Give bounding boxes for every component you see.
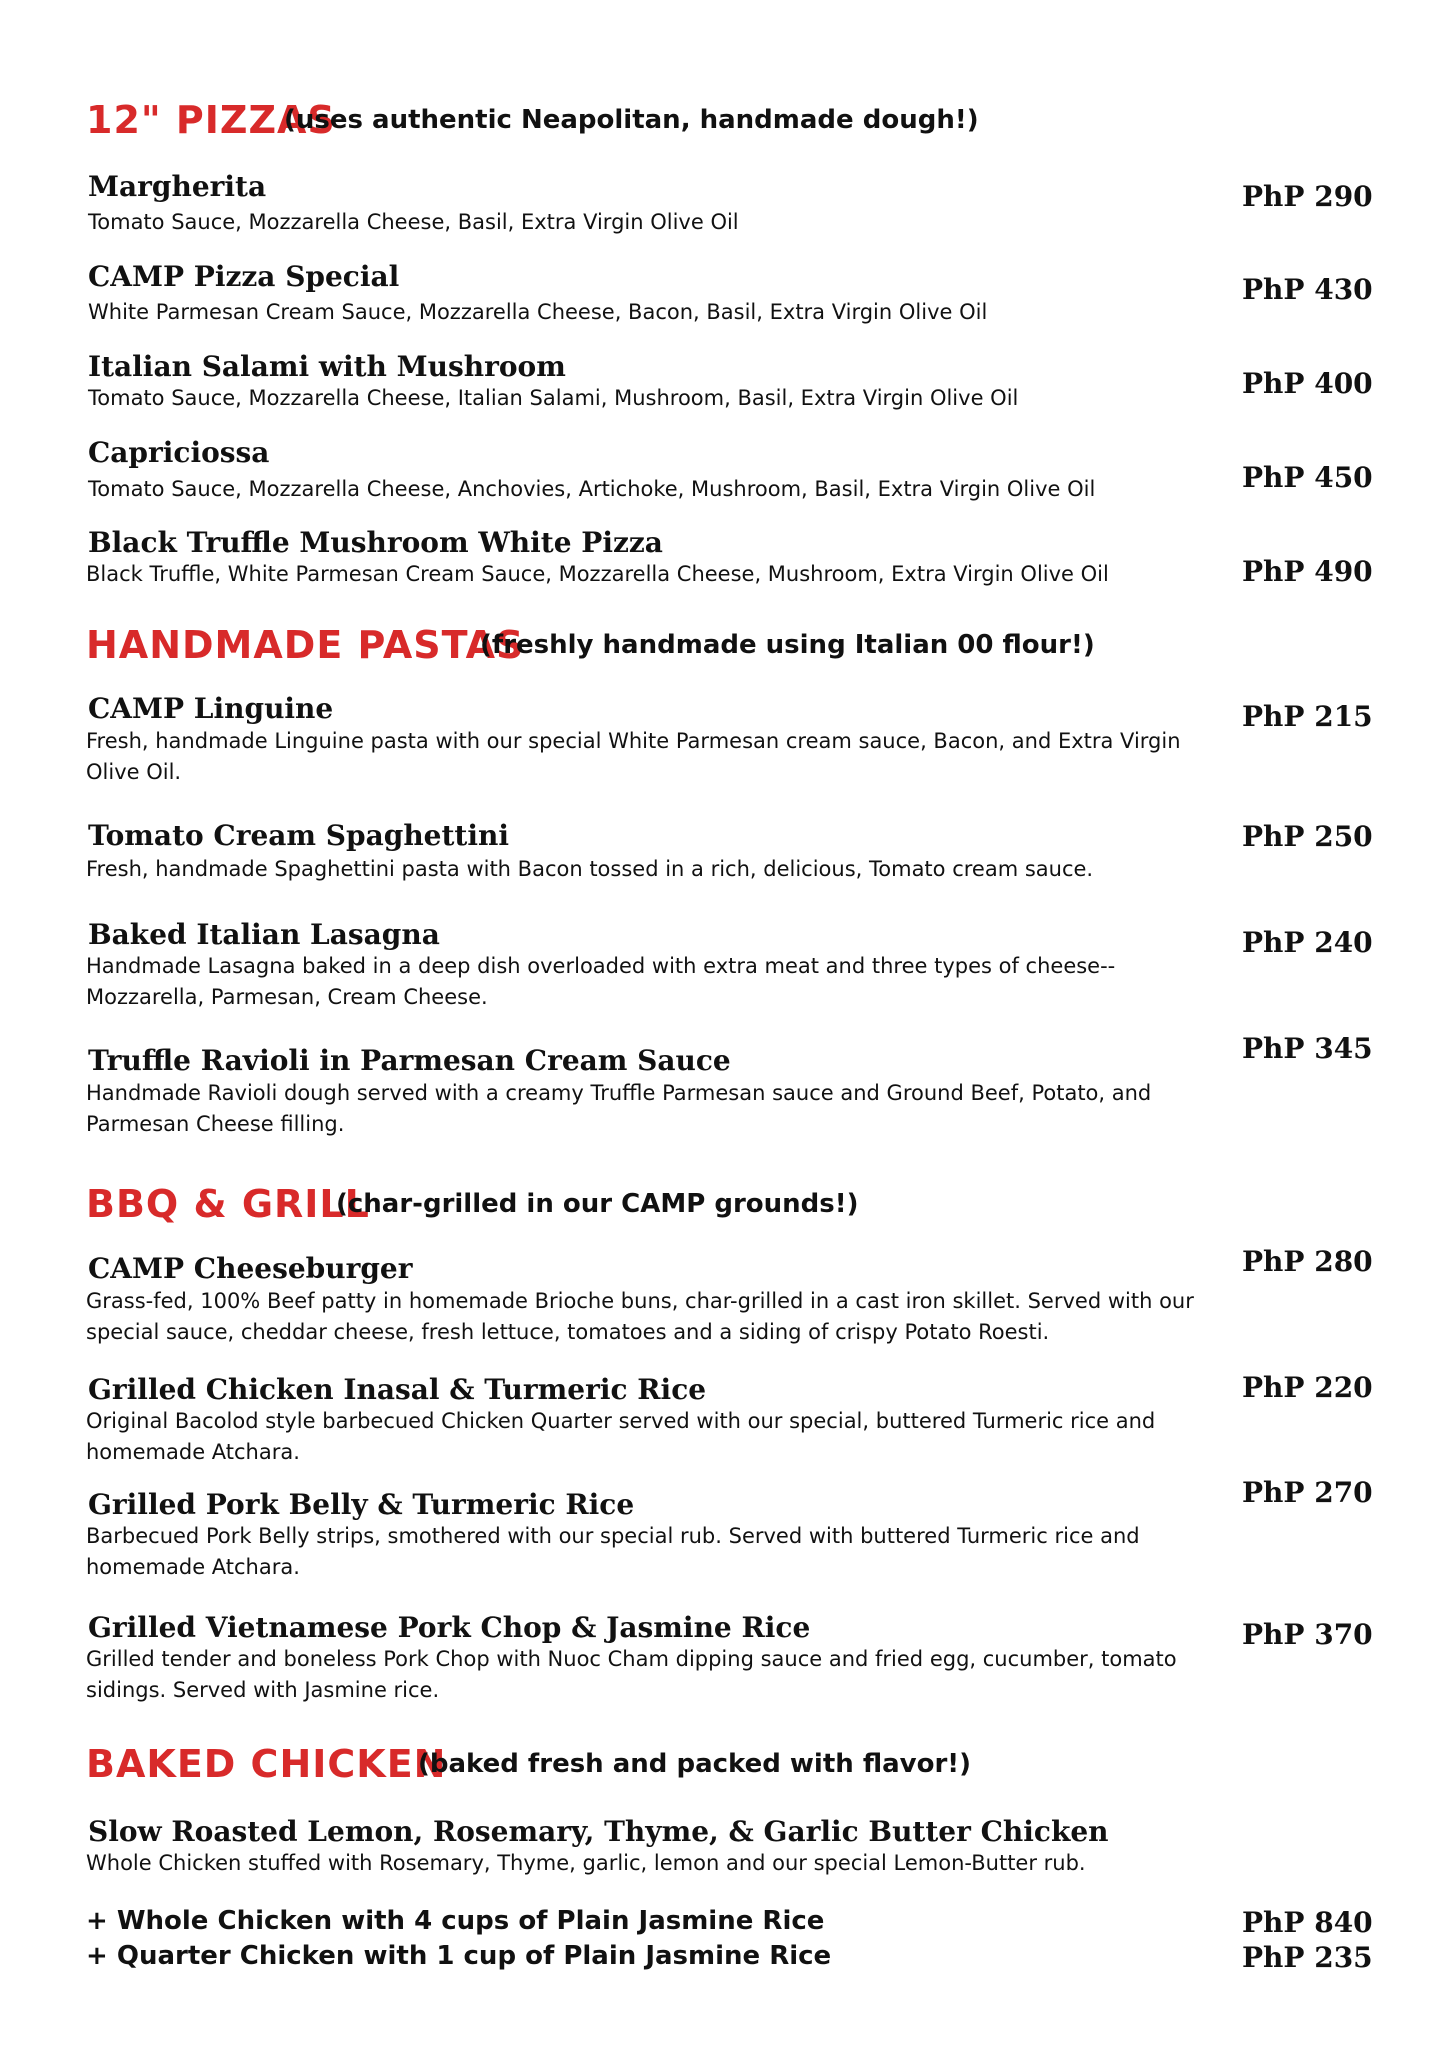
item-price: PhP 345 bbox=[1242, 1032, 1373, 1065]
item-desc: Tomato Sauce, Mozzarella Cheese, Italian Salami, Mushroom, Basil, Extra Virgin Olive Oil bbox=[88, 386, 1019, 410]
item-price: PhP 450 bbox=[1242, 461, 1373, 494]
item-desc: Barbecued Pork Belly strips, smothered with our special rub. Served with buttered Turmeric rice and homemade Atchara. bbox=[86, 1524, 1140, 1579]
item-desc: Grilled tender and boneless Pork Chop with Nuoc Cham dipping sauce and fried egg, cucumber, tomato sidings. Served with Jasmine rice. bbox=[86, 1647, 1177, 1702]
item-desc: Black Truffle, White Parmesan Cream Sauce, Mozzarella Cheese, Mushroom, Extra Virgin Olive Oil bbox=[86, 562, 1109, 586]
item-name: Grilled Vietnamese Pork Chop & Jasmine Rice bbox=[88, 1611, 811, 1644]
item-name: CAMP Cheeseburger bbox=[88, 1252, 413, 1285]
item-price: PhP 430 bbox=[1242, 273, 1373, 306]
item-desc: Tomato Sauce, Mozzarella Cheese, Anchovies, Artichoke, Mushroom, Basil, Extra Virgin Olive Oil bbox=[88, 477, 1096, 501]
option-label: + Quarter Chicken with 1 cup of Plain Jasmine Rice bbox=[86, 1941, 832, 1971]
item-name: Tomato Cream Spaghettini bbox=[88, 819, 509, 852]
section-note-pastas: (freshly handmade using Italian 00 flour!) bbox=[480, 630, 1095, 660]
section-title-baked-chicken: BAKED CHICKEN bbox=[86, 1742, 447, 1786]
section-title-pizzas: 12" PIZZAS bbox=[86, 98, 336, 142]
item-name: Slow Roasted Lemon, Rosemary, Thyme, & Garlic Butter Chicken bbox=[88, 1815, 1109, 1848]
item-name: Black Truffle Mushroom White Pizza bbox=[88, 526, 663, 559]
item-price: PhP 240 bbox=[1242, 926, 1373, 959]
item-price: PhP 280 bbox=[1242, 1245, 1373, 1278]
section-bbq-grill bbox=[0, 1160, 1448, 1720]
item-desc: Original Bacolod style barbecued Chicken Quarter served with our special, buttered Turmeric rice and homemade Atchara. bbox=[86, 1409, 1156, 1464]
item-name: Capriciossa bbox=[88, 436, 270, 469]
option-price: PhP 840 bbox=[1242, 1906, 1373, 1939]
item-name: Truffle Ravioli in Parmesan Cream Sauce bbox=[88, 1044, 731, 1077]
item-price: PhP 370 bbox=[1242, 1618, 1373, 1651]
section-title-bbq: BBQ & GRILL bbox=[86, 1182, 370, 1226]
item-price: PhP 250 bbox=[1242, 820, 1373, 853]
item-desc: Tomato Sauce, Mozzarella Cheese, Basil, Extra Virgin Olive Oil bbox=[88, 210, 739, 234]
item-price: PhP 290 bbox=[1242, 180, 1373, 213]
item-name: Grilled Pork Belly & Turmeric Rice bbox=[88, 1488, 635, 1521]
item-price: PhP 490 bbox=[1242, 555, 1373, 588]
item-price: PhP 215 bbox=[1242, 700, 1373, 733]
option-label: + Whole Chicken with 4 cups of Plain Jasmine Rice bbox=[86, 1906, 825, 1936]
item-price: PhP 220 bbox=[1242, 1371, 1373, 1404]
item-desc: Whole Chicken stuffed with Rosemary, Thyme, garlic, lemon and our special Lemon-Butter rub. bbox=[86, 1851, 1086, 1875]
option-price: PhP 235 bbox=[1242, 1941, 1373, 1974]
section-pastas bbox=[0, 600, 1448, 1160]
item-name: Italian Salami with Mushroom bbox=[88, 350, 566, 383]
section-note-pizzas: (uses authentic Neapolitan, handmade dough!) bbox=[284, 105, 979, 135]
item-price: PhP 270 bbox=[1242, 1476, 1373, 1509]
section-note-baked-chicken: (baked fresh and packed with flavor!) bbox=[418, 1749, 972, 1779]
section-pizzas bbox=[0, 0, 1448, 600]
section-baked-chicken bbox=[0, 1720, 1448, 2048]
item-name: CAMP Linguine bbox=[88, 692, 334, 725]
item-price: PhP 400 bbox=[1242, 367, 1373, 400]
item-desc: Fresh, handmade Spaghettini pasta with Bacon tossed in a rich, delicious, Tomato cream sauce. bbox=[86, 857, 1094, 881]
item-name: Baked Italian Lasagna bbox=[88, 918, 440, 951]
item-desc: Handmade Ravioli dough served with a creamy Truffle Parmesan sauce and Ground Beef, Potato, and Parmesan Cheese filling. bbox=[86, 1081, 1152, 1136]
item-desc: White Parmesan Cream Sauce, Mozzarella Cheese, Bacon, Basil, Extra Virgin Olive Oil bbox=[88, 300, 988, 324]
section-title-pastas: HANDMADE PASTAS bbox=[86, 623, 525, 667]
section-note-bbq: (char-grilled in our CAMP grounds!) bbox=[336, 1189, 859, 1219]
item-desc: Handmade Lasagna baked in a deep dish overloaded with extra meat and three types of cheese-- Mozzarella, Parmesan, Cream Cheese. bbox=[86, 954, 1116, 1009]
item-name: Margherita bbox=[88, 170, 267, 203]
item-name: Grilled Chicken Inasal & Turmeric Rice bbox=[88, 1373, 707, 1406]
item-desc: Grass-fed, 100% Beef patty in homemade Brioche buns, char-grilled in a cast iron skillet. Served with our special sauce, cheddar cheese, fresh lettuce, tomatoes and a siding of crispy Potato Roesti. bbox=[86, 1289, 1194, 1344]
item-desc: Fresh, handmade Linguine pasta with our special White Parmesan cream sauce, Bacon, and Extra Virgin Olive Oil. bbox=[86, 729, 1181, 784]
item-name: CAMP Pizza Special bbox=[88, 260, 400, 293]
